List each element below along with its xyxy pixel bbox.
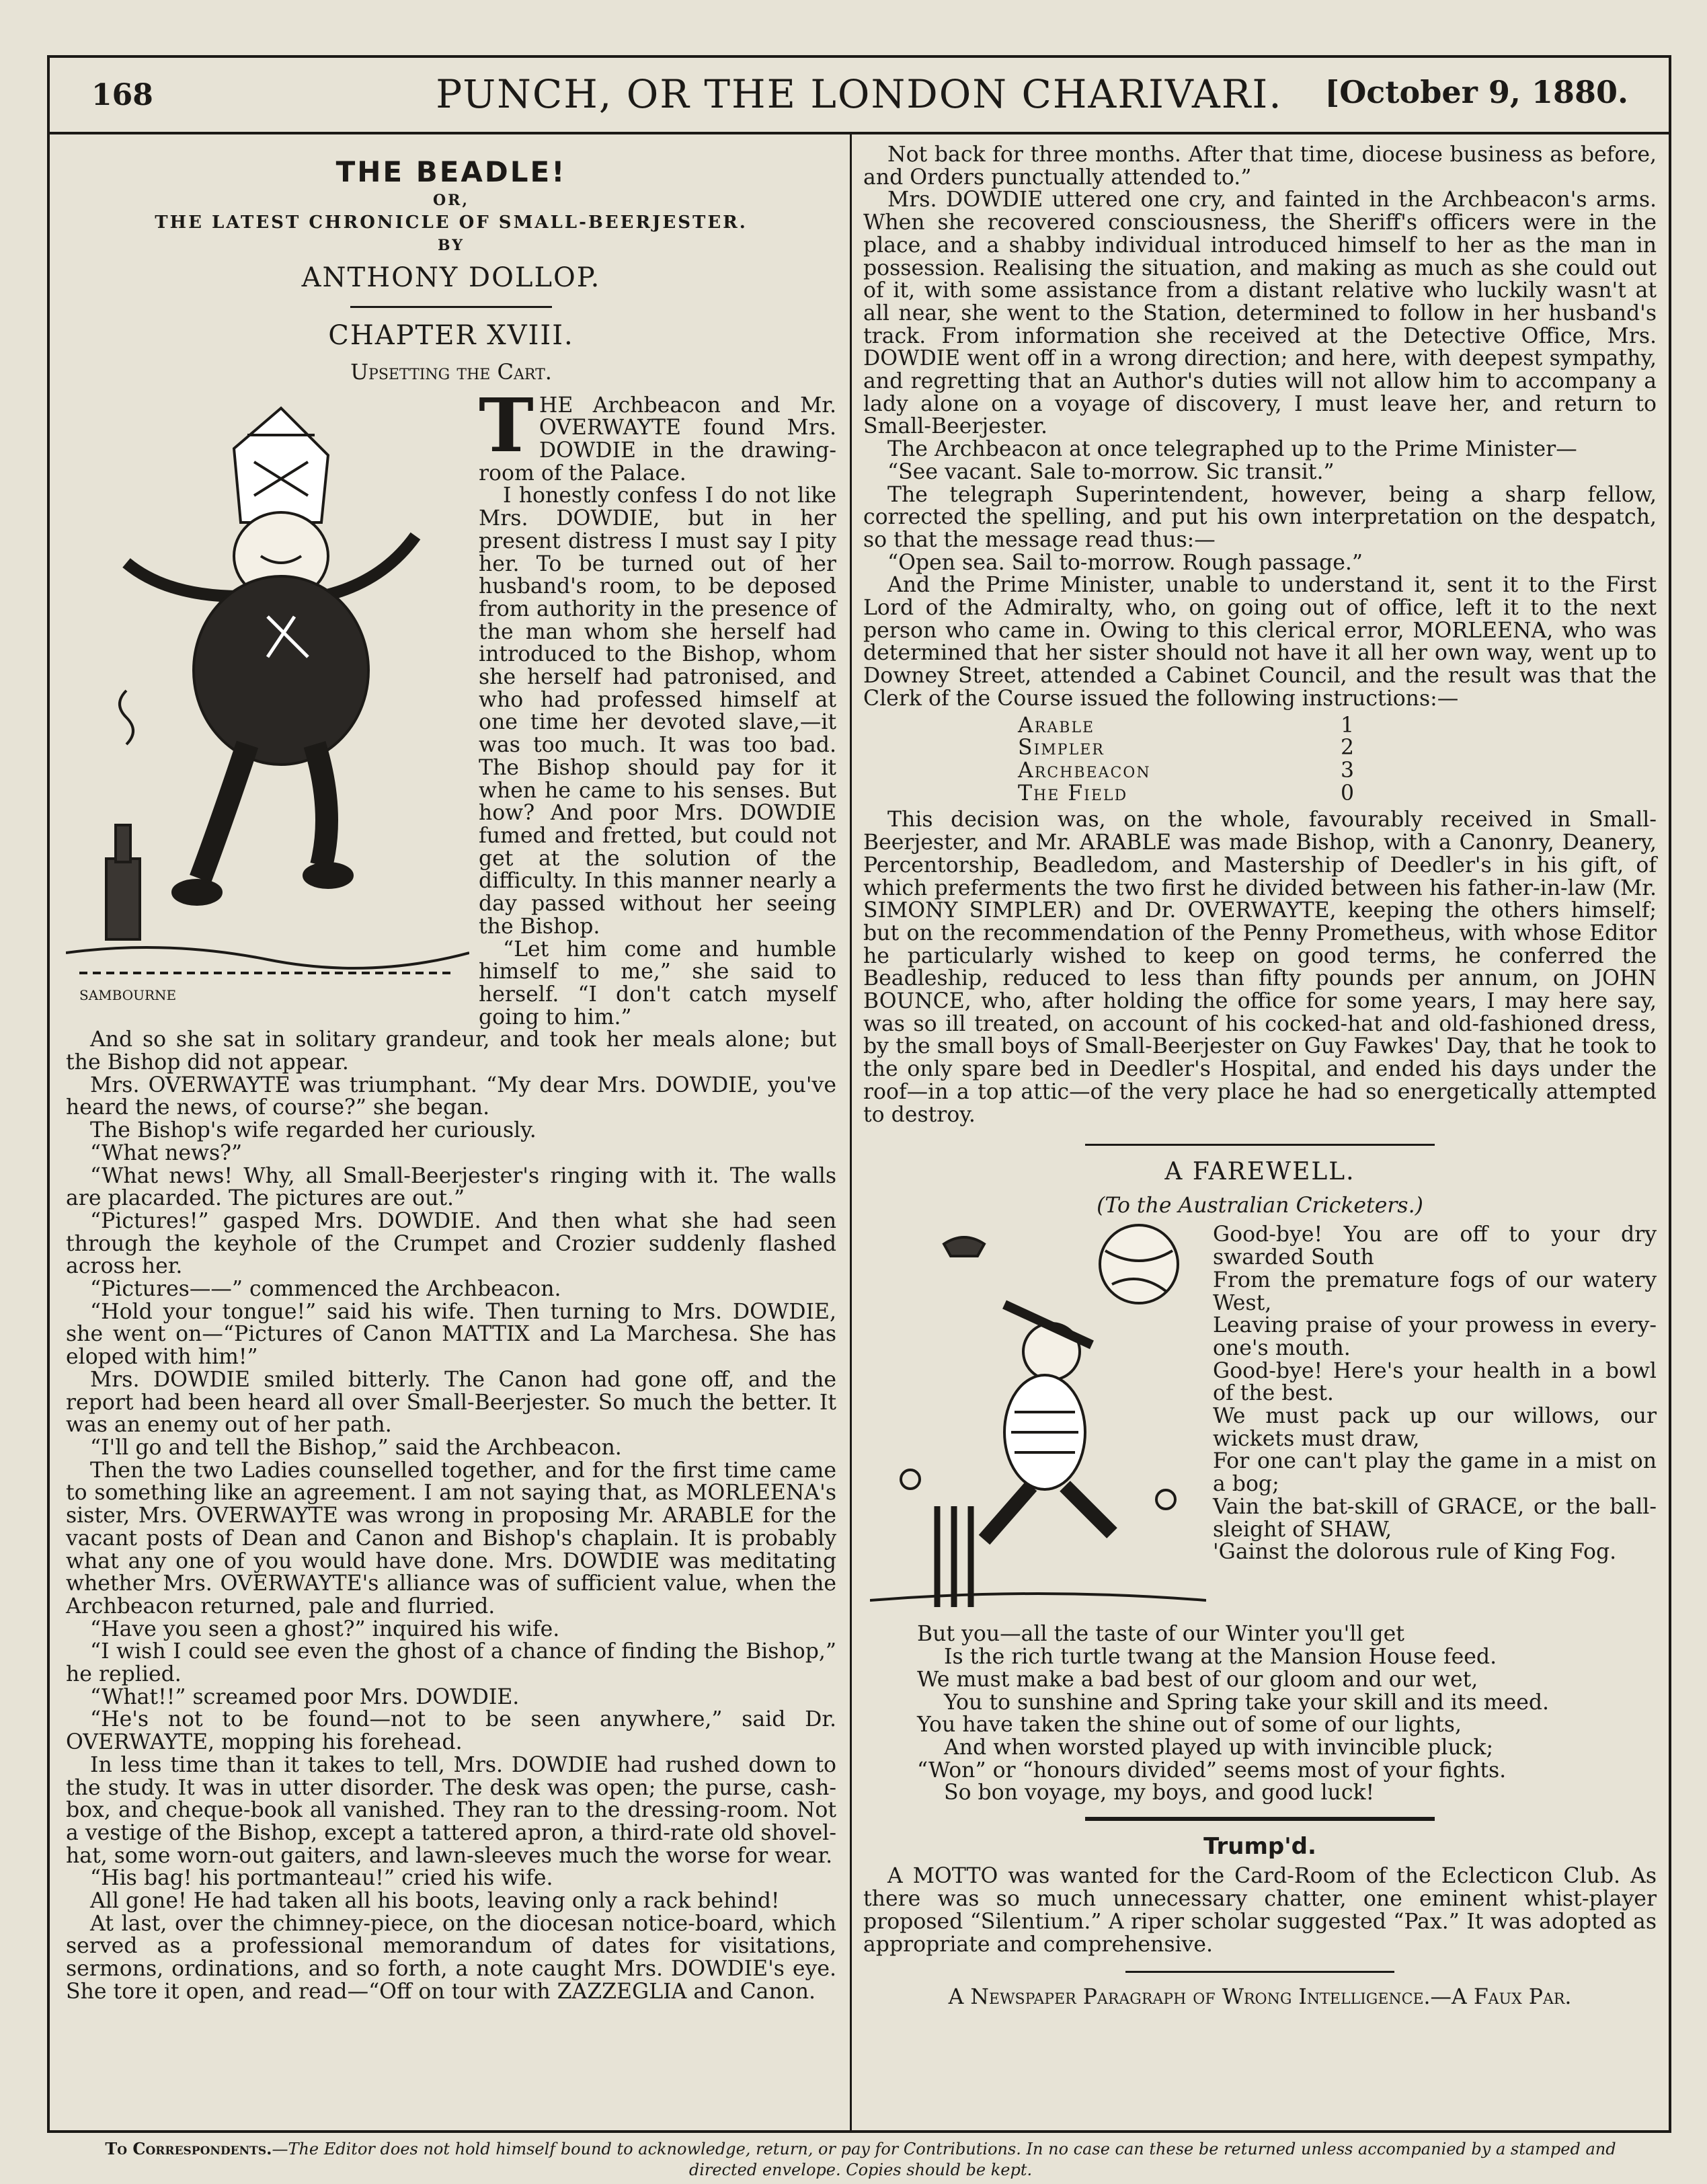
paragraph: “Let him come and humble himself to me,” she said to herself. “I don't catch myself going to him.” — [479, 937, 836, 1029]
trump-rule — [1085, 1817, 1435, 1821]
issue-date: [October 9, 1880. — [1324, 74, 1628, 110]
paragraph: At last, over the chimney-piece, on the diocesan notice-board, which served as a professional memorandum of dates for visitations, sermons, ordinations, and so forth, a note caught Mrs. DOWDIE's eye. She tore it open, and read—“Off on tour with ZAZZEGLIA and Canon. — [66, 1911, 836, 2004]
left-column — [66, 144, 836, 2004]
paragraph: In less time than it takes to tell, Mrs. DOWDIE had rushed down to the study. It was in utter disorder. The desk was open; the purse, cash-box, and cheque-book all vanished. They ran to the dressing-room. Not a vestige of the Bishop, except a tattered apron, a third-rate old shovel-hat, some worn-out gaiters, and lawn-sleeves much the worse for wear. — [66, 1752, 836, 1868]
story-author: ANTHONY DOLLOP. — [301, 262, 601, 293]
paragraph: Not back for three months. After that time, diocese business as before, and Orders punctually attended to.” — [863, 143, 1657, 190]
poem-line: We must make a bad best of our gloom and our wet, — [917, 1667, 1478, 1692]
correspondents-text: —The Editor does not hold himself bound to acknowledge, return, or pay for Contributions. In no case can these be returned unless accompanied by a stamped and directed envelope. Copies should be kept. — [272, 2140, 1616, 2180]
paragraph: “Have you seen a ghost?” inquired his wife. — [90, 1616, 560, 1641]
paragraph: And the Prime Minister, unable to understand it, sent it to the First Lord of the Admiralty, who, on going out of office, left it to the next person who came in. Owing to this clerical error, MORLEENA, who was determined that her sister should not have it all her own way, went up to Downey Street, attended a Cabinet Council, and the result was that the Clerk of the Course issued the following instructions:— — [863, 573, 1657, 711]
poem-line: So bon voyage, my boys, and good luck! — [944, 1781, 1375, 1805]
paragraph: “He's not to be found—not to be seen anywhere,” said Dr. OVERWAYTE, mopping his forehead. — [66, 1707, 836, 1755]
paragraph: “I wish I could see even the ghost of a chance of finding the Bishop,” he replied. — [66, 1639, 836, 1687]
paragraph: “What news?” — [90, 1140, 243, 1165]
poem-line: Is the rich turtle twang at the Mansion House feed. — [944, 1645, 1497, 1670]
faux-par: A Newspaper Paragraph of Wrong Intelligence.—A Faux Par. — [948, 1985, 1572, 2010]
story-title: THE BEADLE! — [335, 155, 567, 188]
poem-line: Good-bye! Here's your health in a bowl of the best. — [1213, 1358, 1657, 1406]
chapter-title: Upsetting the Cart. — [350, 359, 552, 385]
instruction-value: 0 — [1340, 781, 1354, 806]
story-or: OR, — [432, 191, 470, 209]
paragraph: “I'll go and tell the Bishop,” said the Archbeacon. — [90, 1435, 622, 1460]
race-instructions — [1018, 715, 1354, 806]
poem-line: For one can't play the game in a mist on a bog; — [1213, 1449, 1657, 1497]
correspondents-lead: To Correspondents. — [105, 2139, 272, 2158]
story-subtitle: THE LATEST CHRONICLE OF SMALL-BEERJESTER. — [155, 212, 748, 233]
poem-line: You to sunshine and Spring take your skill and its meed. — [944, 1690, 1550, 1715]
paragraph: The Bishop's wife regarded her curiously. — [90, 1118, 537, 1143]
poem-line: Good-bye! You are off to your dry swarded South — [1213, 1222, 1657, 1270]
masthead: PUNCH, OR THE LONDON CHARIVARI. — [436, 71, 1283, 117]
bishop-cartoon-image — [66, 395, 469, 1013]
poem-line: From the premature fogs of our watery West, — [1213, 1268, 1657, 1315]
paragraph: HE Archbeacon and Mr. OVERWAYTE found Mrs. DOWDIE in the drawing-room of the Palace. — [479, 393, 836, 485]
paragraph: “What!!” screamed poor Mrs. DOWDIE. — [90, 1684, 520, 1709]
instruction-row — [1018, 783, 1354, 806]
illustration-signature: SAMBOURNE — [79, 986, 177, 1003]
paragraph: Mrs. DOWDIE uttered one cry, and fainted in the Archbeacon's arms. When she recovered consciousness, the Sheriff's officers were in the place, and a shabby individual introduced himself to her as the man in possession. Realising the situation, and making as much as she could out of it, with some assistance from a distant relative who luckily wasn't at all near, she went to the Station, determined to follow in her husband's track. From information she received at the Detective Office, Mrs. DOWDIE went off in a wrong direction; and here, with deepest sympathy, and regretting that an Author's duties will not allow him to accompany a lady alone on a voyage of discovery, I must leave her, and return to Small-Beerjester. — [863, 188, 1657, 439]
bishop-illustration — [66, 395, 469, 1013]
paragraph: “See vacant. Sale to-morrow. Sic transit.” — [887, 459, 1335, 484]
trumpd-title: Trump'd. — [1203, 1833, 1316, 1861]
instruction-name: Arable — [1018, 713, 1095, 738]
poem-line: We must pack up our willows, our wickets must draw, — [1213, 1404, 1657, 1451]
poem-line: Vain the bat-skill of GRACE, or the ball-sleight of SHAW, — [1213, 1494, 1657, 1542]
chapter-number: CHAPTER XVIII. — [328, 319, 574, 351]
instruction-name: The Field — [1018, 781, 1128, 806]
drop-cap: T — [479, 381, 534, 469]
paragraph: Mrs. DOWDIE smiled bitterly. The Canon had gone off, and the report had been heard all over Small-Beerjester. So much the better. It was an enemy out of her path. — [66, 1367, 836, 1438]
correspondents-notice — [87, 2138, 1634, 2181]
paragraph: This decision was, on the whole, favourably received in Small-Beerjester, and Mr. ARABLE was made Bishop, with a Canonry, Deanery, Percentorship, Beadledom, and Mastership of Deedler's in his gift, of which preferments the two first he divided between his father-in-law (Mr. SIMONY SIMPLER) and Dr. OVERWAYTE, keeping the others himself; but on the recommendation of the Penny Prometheus, with whose Editor he particularly wished to keep on good terms, he conferred the Beadleship, reduced to less than fifty pounds per annum, on JOHN BOUNCE, who, after holding the office for some years, I may here say, was so ill treated, on account of his cocked-hat and old-fashioned dress, by the small boys of Small-Beerjester on Guy Fawkes' Day, that he took to the only spare bed in Deedler's Hospital, and ended his days under the roof—in a top attic—of the very place he had so energetically attempted to destroy. — [863, 808, 1657, 1127]
trumpd-text: A MOTTO was wanted for the Card-Room of the Eclecticon Club. As there was so much unnecessary chatter, one eminent whist-player proposed “Silentium.” A riper scholar suggested “Pax.” It was adopted as appropriate and comprehensive. — [863, 1864, 1657, 1957]
instruction-value: 1 — [1340, 713, 1354, 738]
instruction-row — [1018, 737, 1354, 760]
instruction-row — [1018, 715, 1354, 738]
paragraph: I honestly confess I do not like Mrs. DOWDIE, but in her present distress I must say I pity her. To be turned out of her husband's room, to be deposed from authority in the presence of the man whom she herself had introduced to the Bishop, whom she herself had patronised, and who had professed himself at one time her devoted slave,—it was too much. It was too bad. The Bishop should pay for it when he came to his senses. But how? And poor Mrs. DOWDIE fumed and fretted, but could not get at the solution of the difficulty. In this manner nearly a day passed without her seeing the Bishop. — [479, 483, 836, 939]
title-rule — [350, 306, 552, 308]
paragraph: The Archbeacon at once telegraphed up to the Prime Minister— — [887, 437, 1577, 462]
paragraph: “Pictures!” gasped Mrs. DOWDIE. And then what she had seen through the keyhole of the Crumpet and Crozier suddenly flashed across her. — [66, 1208, 836, 1279]
story-by: BY — [438, 237, 465, 255]
story-text-right-end — [863, 809, 1657, 1126]
paragraph: “What news! Why, all Small-Beerjester's ringing with it. The walls are placarded. The pictures are out.” — [66, 1163, 836, 1211]
poem-subtitle: (To the Australian Cricketers.) — [1097, 1193, 1423, 1218]
poem-line: But you—all the taste of our Winter you'll get — [917, 1622, 1404, 1647]
poem-line: You have taken the shine out of some of our lights, — [917, 1713, 1462, 1738]
poem-rule — [1085, 1144, 1435, 1146]
poem-stanza-2 — [863, 1623, 1657, 1805]
column-divider — [850, 132, 852, 2130]
paragraph: “His bag! his portmanteau!” cried his wife. — [90, 1866, 553, 1891]
paragraph: And so she sat in solitary grandeur, and took her meals alone; but the Bishop did not appear. — [66, 1027, 836, 1075]
instruction-name: Simpler — [1018, 736, 1105, 760]
paragraph: Then the two Ladies counselled together, and for the first time came to something like an agreement. I am not saying that, as MORLEENA's sister, Mrs. OVERWAYTE was wrong in proposing Mr. ARABLE for the vacant posts of Dean and Canon and Bishop's chaplain. It is probably what any one of you would have done. Mrs. DOWDIE was meditating whether Mrs. OVERWAYTE's alliance was of sufficient value, when the Archbeacon returned, pale and flurried. — [66, 1458, 836, 1618]
paragraph: The telegraph Superintendent, however, being a sharp fellow, corrected the spelling, and put his own interpretation on the despatch, so that the message read thus:— — [863, 482, 1657, 552]
story-text-right — [863, 144, 1657, 711]
cricketer-cartoon-image — [870, 1224, 1206, 1614]
poem-line: Leaving praise of your prowess in every-one's mouth. — [1213, 1313, 1657, 1360]
poem-line: And when worsted played up with invincible pluck; — [944, 1735, 1494, 1760]
poem-line: “Won” or “honours divided” seems most of your fights. — [917, 1758, 1507, 1783]
poem-title: A FAREWELL. — [1164, 1158, 1355, 1186]
paragraph: All gone! He had taken all his boots, leaving only a rack behind! — [90, 1889, 780, 1914]
instruction-value: 2 — [1340, 736, 1354, 760]
instruction-value: 3 — [1340, 758, 1354, 783]
instruction-row — [1018, 760, 1354, 783]
page-header — [50, 58, 1669, 134]
paragraph: “Open sea. Sail to-morrow. Rough passage.” — [887, 550, 1363, 575]
newspaper-page — [47, 55, 1671, 2133]
faux-par-rule — [1125, 1971, 1394, 1973]
paragraph: “Hold your tongue!” said his wife. Then turning to Mrs. DOWDIE, she went on—“Pictures of Canon MATTIX and La Marchesa. She has eloped with him!” — [66, 1299, 836, 1370]
cricketer-illustration — [870, 1224, 1206, 1614]
right-column — [863, 144, 1657, 2009]
page-number: 168 — [91, 78, 153, 112]
poem-line: 'Gainst the dolorous rule of King Fog. — [1213, 1540, 1617, 1565]
instruction-name: Archbeacon — [1018, 758, 1151, 783]
paragraph: “Pictures——” commenced the Archbeacon. — [90, 1277, 561, 1302]
paragraph: Mrs. OVERWAYTE was triumphant. “My dear Mrs. DOWDIE, you've heard the news, of course?” she began. — [66, 1072, 836, 1120]
